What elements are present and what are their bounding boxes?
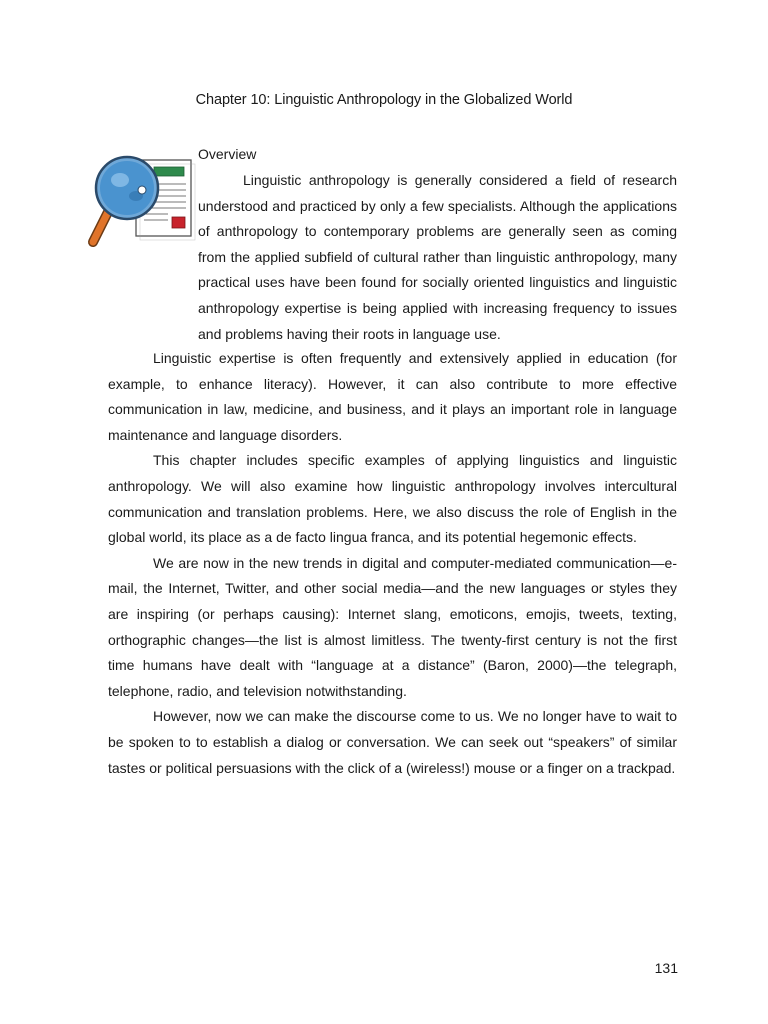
chapter-title: Chapter 10: Linguistic Anthropology in the Globalized World [195,92,573,108]
page-number: 131 [654,960,678,976]
paragraph-4: We are now in the new trends in digital and computer-mediated communication—e-mail, the Internet, Twitter, and other social media—and the new languages or styles they are inspiring (or perhaps causing): Internet slang, emoticons, emojis, tweets, texting, orthographic changes—the list is almost limitless. The twenty-first century is not the first time humans have dealt with “language at a distance” (Baron, 2000)—the telegraph, telephone, radio, and television notwithstanding. [108,554,677,699]
body-text [108,346,677,781]
paragraph-5: However, now we can make the discourse come to us. We no longer have to wait to be spoken to to establish a dialog or conversation. We can seek out “speakers” of similar tastes or political persuasions with the click of a (wireless!) mouse or a finger on a trackpad. [108,708,677,776]
paragraph-2: Linguistic expertise is often frequently and extensively applied in education (for example, to enhance literacy). However, it can also contribute to more effective communication in law, medicine, and business, and it plays an important role in language maintenance and language disorders. [108,350,677,443]
magnifying-glass-document-icon [84,150,198,252]
intro-paragraph-block [198,168,677,347]
overview-heading: Overview [198,146,257,162]
paragraph-3: This chapter includes specific examples of applying linguistics and linguistic anthropology. We will also examine how linguistic anthropology involves intercultural communication and translation problems. Here, we also discuss the role of English in the global world, its place as a de facto lingua franca, and its potential hegemonic effects. [108,452,677,546]
paragraph-1: Linguistic anthropology is generally considered a field of research understood and practiced by only a few specialists. Although the applications of anthropology to contemporary problems are generally seen as coming from the applied subfield of cultural rather than linguistic anthropology, many practical uses have been found for socially oriented linguistics and linguistic anthropology expertise is being applied with increasing frequency to issues and problems having their roots in language use. [198,172,677,342]
